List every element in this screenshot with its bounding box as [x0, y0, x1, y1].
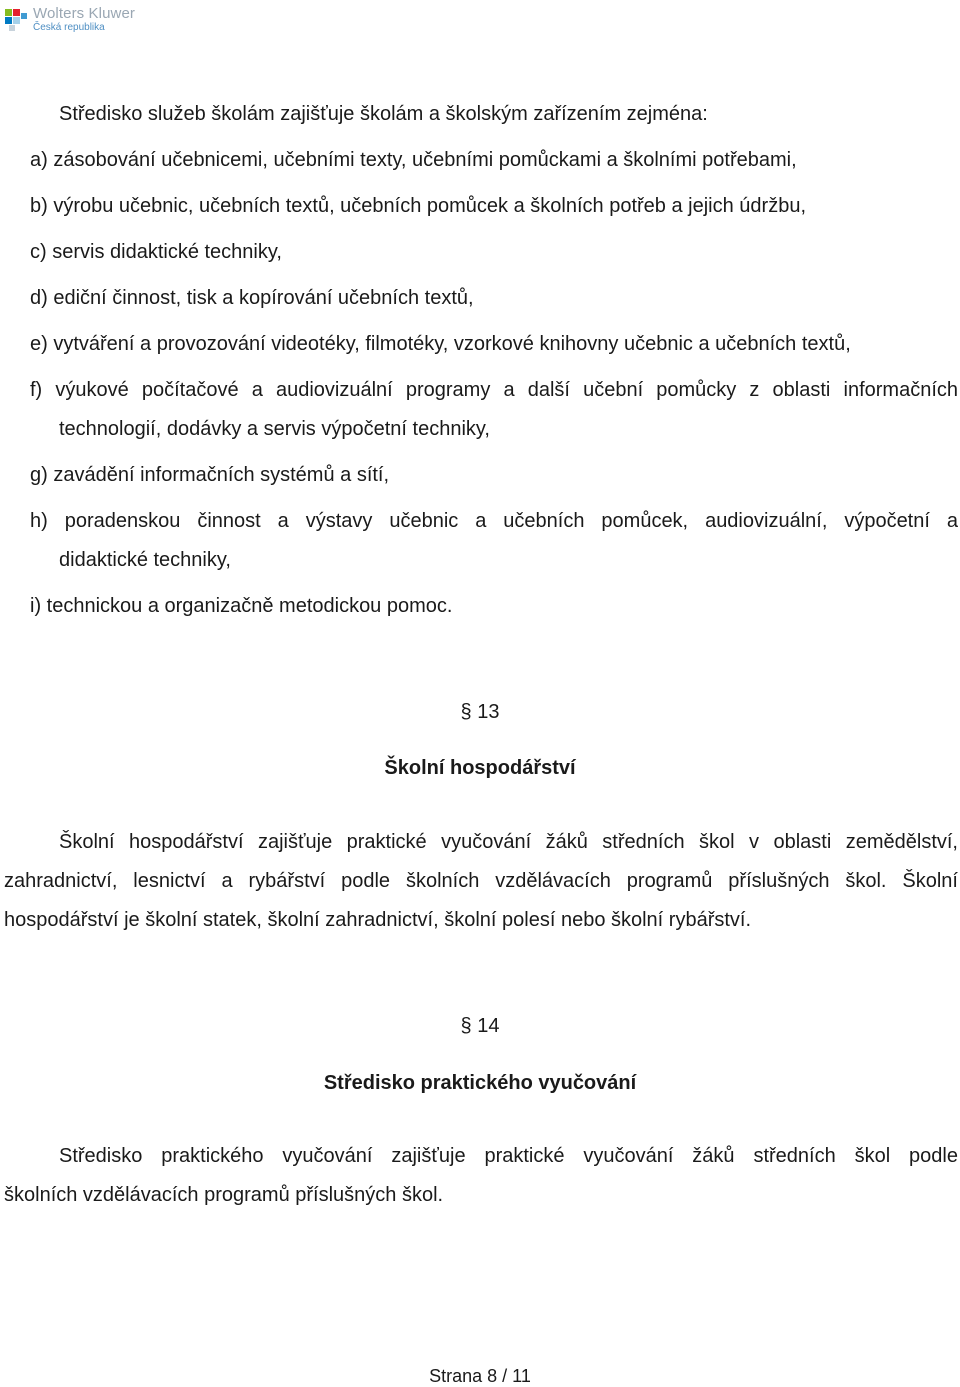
section-paragraph-line: Středisko praktického vyučování zajišťuje praktické vyučování žáků středních škol podle — [59, 1145, 958, 1167]
list-item: i) technickou a organizačně metodickou pomoc. — [30, 595, 453, 617]
list-item: a) zásobování učebnicemi, učebními texty, učebními pomůckami a školními potřebami, — [30, 149, 797, 171]
list-item: g) zavádění informačních systémů a sítí, — [30, 464, 390, 486]
section-number: § 13 — [460, 701, 500, 723]
list-item-continuation: didaktické techniky, — [59, 549, 231, 571]
page-number: Strana 8 / 11 — [429, 1366, 531, 1386]
publisher-logo — [3, 2, 135, 36]
section-paragraph-line: zahradnictví, lesnictví a rybářství podle školních vzdělávacích programů příslušných škol. Školní — [4, 870, 958, 892]
intro-paragraph: Středisko služeb školám zajišťuje školám a školským zařízením zejména: — [59, 103, 708, 125]
wolters-kluwer-logo-icon — [3, 6, 29, 32]
logo-brand-text: Wolters Kluwer — [33, 4, 135, 22]
list-item: b) výrobu učebnic, učebních textů, učebních pomůcek a školních potřeb a jejich údržbu, — [30, 195, 807, 217]
list-item: f) výukové počítačové a audiovizuální programy a další učební pomůcky z oblasti informačních — [30, 379, 958, 401]
list-item: e) vytváření a provozování videotéky, filmotéky, vzorkové knihovny učebnic a učebních textů, — [30, 333, 851, 355]
list-item: d) ediční činnost, tisk a kopírování učebních textů, — [30, 287, 474, 309]
section-paragraph-line: školních vzdělávacích programů příslušných škol. — [4, 1184, 444, 1206]
list-item: h) poradenskou činnost a výstavy učebnic a učebních pomůcek, audiovizuální, výpočetní a — [30, 510, 958, 532]
section-title: Školní hospodářství — [384, 757, 576, 779]
logo-country-text: Česká republika — [33, 21, 105, 33]
list-item-continuation: technologií, dodávky a servis výpočetní techniky, — [59, 418, 490, 440]
section-paragraph-line: Školní hospodářství zajišťuje praktické vyučování žáků středních škol v oblasti zemědělství, — [59, 831, 958, 853]
section-number: § 14 — [460, 1015, 500, 1037]
section-title: Středisko praktického vyučování — [323, 1072, 637, 1094]
list-item: c) servis didaktické techniky, — [30, 241, 282, 263]
section-paragraph-line: hospodářství je školní statek, školní zahradnictví, školní polesí nebo školní rybářství. — [4, 909, 752, 931]
